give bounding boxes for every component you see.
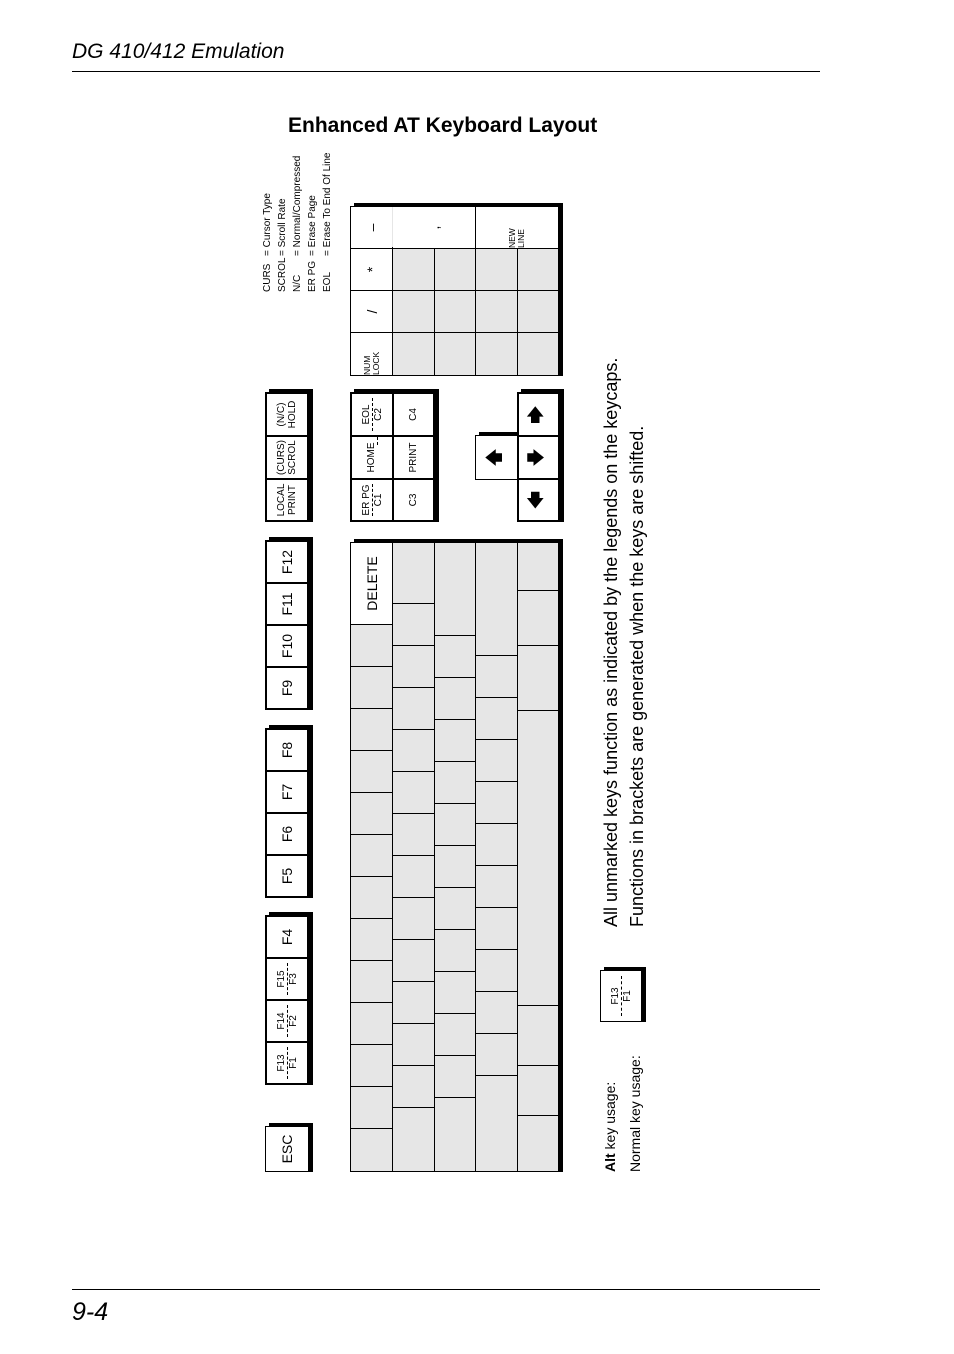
- note-line-1: All unmarked keys function as indicated by the legends on the keycaps.: [601, 357, 621, 927]
- f3-key[interactable]: [266, 958, 308, 1000]
- arrow-down-key[interactable]: [518, 436, 559, 479]
- alt-rest: key usage:: [602, 1081, 618, 1154]
- page-down-key[interactable]: C4: [393, 393, 434, 436]
- f1-key-label: F1: [287, 1057, 299, 1069]
- multiply-key[interactable]: *: [351, 249, 392, 290]
- system-keys-group: [265, 392, 309, 522]
- f3-key-alt: F15: [275, 970, 287, 988]
- scroll-key[interactable]: [266, 436, 308, 479]
- arrow-down-icon: 🡇: [525, 448, 546, 467]
- esc-key[interactable]: ESC: [279, 1134, 295, 1164]
- f3-key-label: F3: [287, 973, 299, 985]
- delete-key[interactable]: DELETE: [351, 543, 392, 624]
- plus-key[interactable]: ,: [393, 207, 475, 248]
- legend-abbr: SCROL: [277, 257, 288, 292]
- hold-key[interactable]: [266, 393, 308, 436]
- running-header: DG 410/412 Emulation: [72, 40, 285, 63]
- sample-key-group: [600, 970, 642, 1022]
- print-key[interactable]: [266, 479, 308, 521]
- legend-abbr: ER PG: [307, 260, 318, 292]
- f7-key[interactable]: F7: [266, 771, 308, 813]
- enter-key[interactable]: NEW LINE: [476, 207, 558, 248]
- footer-rule: [72, 1289, 820, 1290]
- sample-key-alt: F13: [609, 987, 621, 1005]
- f5-f8-group: [265, 728, 309, 898]
- legend-meaning: = Scroll Rate: [277, 198, 288, 256]
- print-key-bottom: PRINT: [287, 485, 298, 515]
- main-key-block: [350, 542, 559, 1172]
- f5-key[interactable]: F5: [266, 855, 308, 897]
- numeric-keypad: [350, 206, 559, 376]
- arrow-up-group: [475, 435, 519, 480]
- scroll-key-bottom: SCROL: [287, 440, 298, 475]
- f9-key[interactable]: F9: [266, 667, 308, 709]
- page-up-key-bottom: C2: [372, 408, 384, 421]
- arrow-left-icon: 🡄: [525, 490, 546, 510]
- num-lock-key[interactable]: NUM LOCK: [351, 333, 392, 375]
- minus-key[interactable]: –: [351, 207, 392, 248]
- hold-key-top: (N/C): [276, 402, 287, 427]
- f6-key[interactable]: F6: [266, 813, 308, 855]
- sample-key: [601, 971, 641, 1021]
- del-key[interactable]: C3: [393, 479, 434, 521]
- page-number: 9-4: [72, 1298, 109, 1326]
- hold-key-bottom: HOLD: [287, 400, 298, 429]
- f12-key[interactable]: F12: [266, 541, 308, 583]
- keyboard-diagram: [262, 152, 647, 1172]
- f10-key[interactable]: F10: [266, 625, 308, 667]
- page-up-key[interactable]: [351, 393, 393, 436]
- legend-abbr: N/C: [292, 274, 303, 292]
- legend-meaning: = Erase To End Of Line: [322, 152, 333, 256]
- insert-key-bottom: C1: [372, 493, 384, 507]
- arrow-up-icon: 🡅: [484, 448, 504, 467]
- normal-key-usage-label: Normal key usage:: [627, 1055, 643, 1172]
- header-rule: [72, 71, 820, 72]
- end-key[interactable]: PRINT: [393, 436, 434, 479]
- legend-meaning: = Normal/Compressed: [292, 155, 303, 256]
- arrow-left-key[interactable]: [518, 479, 559, 521]
- abbreviation-legend: [260, 153, 335, 293]
- note-line-2: Functions in brackets are generated when the keys are shifted.: [627, 425, 647, 927]
- f2-key[interactable]: [266, 1000, 308, 1042]
- scroll-key-top: (CURS): [276, 440, 287, 475]
- arrow-row-group: [517, 392, 560, 522]
- insert-key-top: ER PG: [360, 484, 372, 516]
- sample-key-normal: F1: [621, 990, 633, 1002]
- f1-key[interactable]: [266, 1042, 308, 1084]
- alt-key-usage-label: [598, 1082, 623, 1172]
- f4-key[interactable]: F4: [266, 916, 308, 958]
- f2-key-label: F2: [287, 1015, 299, 1027]
- divide-key[interactable]: /: [351, 291, 392, 332]
- page-up-key-top: EOL: [360, 404, 372, 425]
- legend-meaning: = Cursor Type: [262, 193, 273, 256]
- f1-key-alt: F13: [275, 1054, 287, 1072]
- legend-meaning: = Erase Page: [307, 195, 318, 256]
- home-key-label: HOME: [366, 442, 377, 473]
- legend-abbr: EOL: [322, 271, 333, 292]
- page-title: Enhanced AT Keyboard Layout: [288, 114, 598, 137]
- home-key[interactable]: [351, 436, 393, 479]
- alt-bold: Alt: [602, 1153, 618, 1172]
- arrow-up-key[interactable]: [476, 436, 518, 479]
- arrow-right-icon: 🡆: [525, 405, 546, 424]
- f11-key[interactable]: F11: [266, 583, 308, 625]
- arrow-right-key[interactable]: [518, 393, 559, 436]
- insert-key[interactable]: [351, 479, 393, 521]
- f2-key-alt: F14: [275, 1012, 287, 1030]
- esc-key-group: [265, 1126, 309, 1172]
- f9-f12-group: [265, 540, 309, 710]
- f1-f4-group: [265, 915, 309, 1085]
- f8-key[interactable]: F8: [266, 729, 308, 771]
- legend-abbr: CURS: [262, 263, 273, 292]
- print-key-top: LOCAL: [276, 483, 287, 517]
- edit-keys-group: [350, 392, 435, 522]
